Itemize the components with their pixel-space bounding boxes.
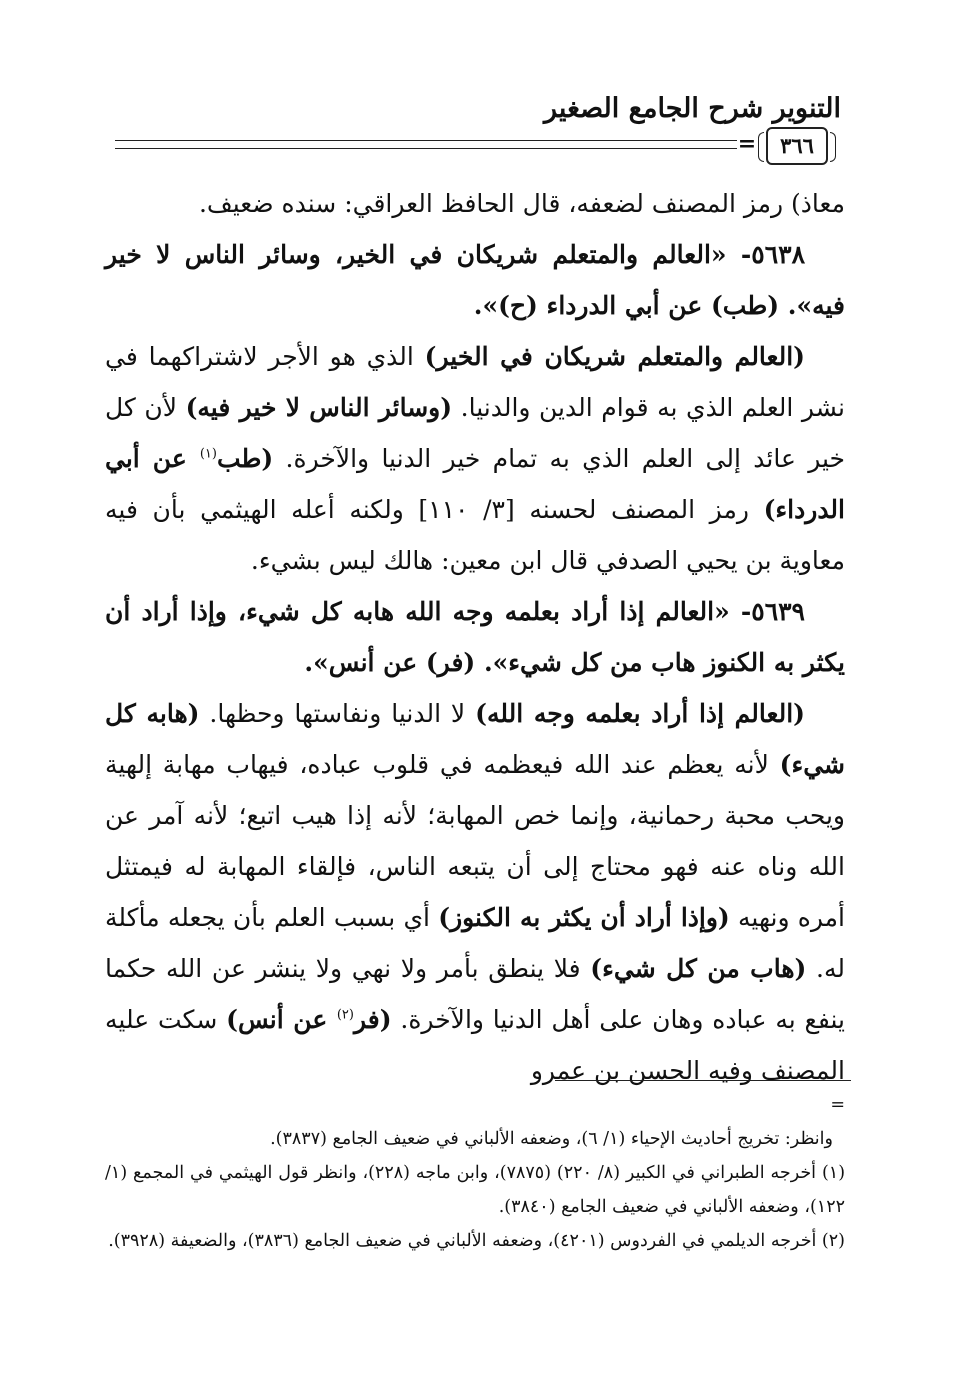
quoted-phrase: (العالم والمتعلم شريكان في الخير) (424, 342, 806, 371)
hadith-number: ٥٦٣٨- (726, 240, 805, 269)
commentary-text: لأنه يعظم عند الله فيعظمه في قلوب عباده، فيهاب مهابة إلهية ويحب محبة رحمانية، وإنما خص المهابة؛ لأنه إذا هيب اتبع؛ لأنه آمر عن الله وناه عنه فهو محتاج إلى أن يتبعه الناس، فإلقاء المهابة له فيمتثل أمره ونهيه (105, 750, 845, 932)
hadith-5638 (105, 229, 845, 331)
commentary-5639 (105, 688, 845, 1096)
commentary-5638 (105, 331, 845, 586)
continuation-text: معاذ) رمز المصنف لضعفه، قال الحافظ العراقي: سنده ضعيف. (198, 189, 845, 218)
quoted-phrase: (العالم إذا أراد بعلمه وجه الله) (475, 699, 805, 728)
quoted-phrase: (وإذا أراد أن يكثر به الكنوز) (438, 903, 730, 932)
source-narrator: عن أنس) (226, 1005, 337, 1034)
header-rule-top (115, 140, 737, 141)
continuation-line (105, 178, 845, 229)
footnotes (105, 1088, 845, 1258)
hadith-5639 (105, 586, 845, 688)
commentary-text: لا الدنيا ونفاستها وحظها. (199, 699, 476, 728)
source-code: (طب (216, 444, 274, 473)
footnote-ref-1[interactable]: (١) (199, 446, 217, 462)
quoted-phrase: (هاب من كل شيء) (590, 954, 807, 983)
footnote-continuation-mark: = (830, 1095, 845, 1115)
quoted-phrase: (هابه كل شيء) (105, 699, 845, 779)
header-rule-bottom (115, 148, 737, 149)
page-number: ٣٦٦ (766, 127, 828, 165)
header-equals-mark: = (737, 131, 757, 157)
footnote-separator (555, 1080, 851, 1081)
footnote-1: (١) أخرجه الطبراني في الكبير (٨/ ٢٢٠) (٧٨٧٥)، وابن ماجه (٢٢٨)، وانظر قول الهيثمي في المجمع (١/ ١٢٢)، وضعفه الألباني في ضعيف الجامع (٣٨٤٠). (105, 1163, 846, 1217)
commentary-text: لأن كل خير عائد إلى العلم الذي به تمام خير الدنيا والآخرة. (105, 393, 845, 473)
source-narrator: عن أبي الدرداء) (105, 444, 845, 524)
hadith-text: «العالم والمتعلم شريكان في الخير، وسائر الناس لا خير فيه». (طب) عن أبي الدرداء (ح)». (105, 240, 845, 320)
commentary-text: فلا ينطق بأمر ولا نهي ولا ينشر عن الله حكما ينفع به عباده وهان على أهل الدنيا والآخرة. (105, 954, 846, 1034)
commentary-text: أي بسبب العلم بأن يجعله مأكلة له. (105, 903, 845, 983)
footnote-continuation: وانظر: تخريج أحاديث الإحياء (١/ ٦)، وضعفه الألباني في ضعيف الجامع (٣٨٣٧). (270, 1129, 833, 1149)
footnote-2: (٢) أخرجه الديلمي في الفردوس (٤٢٠١)، وضعفه الألباني في ضعيف الجامع (٣٨٣٦)، والضعيفة (٣٩٢٨). (108, 1231, 845, 1251)
commentary-text: رمز المصنف لحسنه [٣/ ١١٠] ولكنه أعله الهيثمي بأن فيه معاوية بن يحيي الصدفي قال ابن معين: هالك ليس بشيء. (105, 495, 845, 575)
hadith-number: ٥٦٣٩- (729, 597, 805, 626)
commentary-text: الذي هو الأجر لاشتراكهما في نشر العلم الذي به قوام الدين والدنيا. (105, 342, 845, 422)
source-code: (فر (353, 1005, 392, 1034)
commentary-text: سكت عليه المصنف وفيه الحسن بن عمرو (105, 1005, 845, 1085)
running-header-title: التنوير شرح الجامع الصغير (544, 93, 841, 124)
footnote-ref-2[interactable]: (٢) (336, 1007, 354, 1023)
quoted-phrase: (وسائر الناس لا خير فيه) (185, 393, 453, 422)
hadith-text: «العالم إذا أراد بعلمه وجه الله هابه كل شيء، وإذا أراد أن يكثر به الكنوز هاب من كل شيء». (فر) عن أنس». (105, 597, 845, 677)
main-text (105, 178, 845, 1096)
